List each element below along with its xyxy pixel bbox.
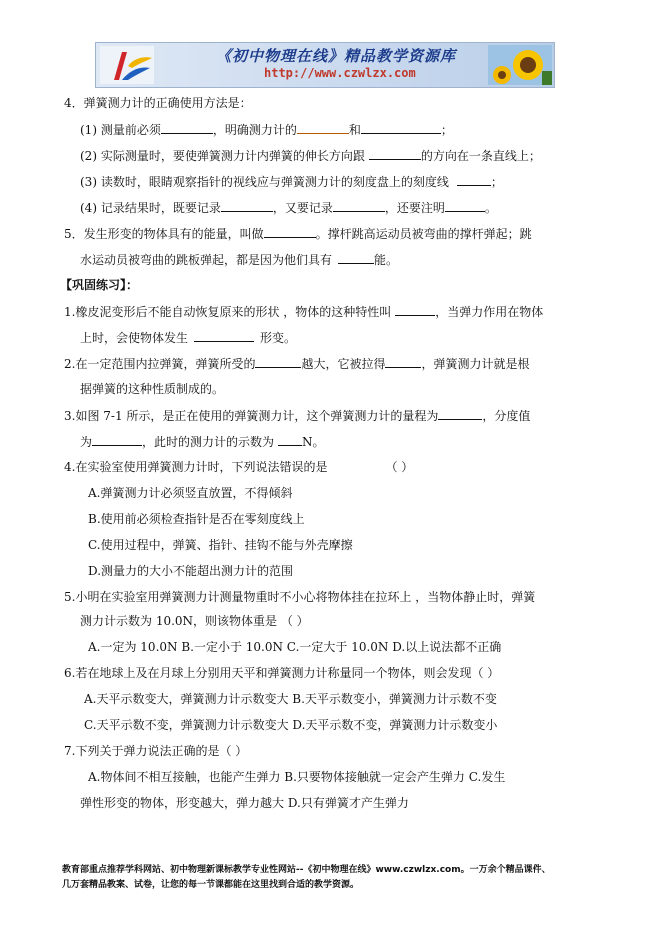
section-title: [60, 277, 138, 293]
q4-item-1-text-a: (1) 测量前必须: [80, 123, 161, 137]
header-banner: [95, 42, 555, 88]
answer-blank[interactable]: [445, 199, 485, 212]
p5-line-1: [64, 589, 535, 605]
p5-options-text: A.一定为 10.0N B.一定小于 10.0N C.一定大于 10.0N D.以上说法都不正确: [88, 640, 502, 654]
p4-stem-text: 4.在实验室使用弹簧测力计时，下列说法错误的是: [64, 460, 328, 474]
p4-option-c: [88, 537, 353, 553]
q4-heading-text: 4．弹簧测力计的正确使用方法是：: [64, 96, 252, 110]
q5-line-1-text-a: 5．发生形变的物体具有的能量，叫做: [64, 227, 264, 241]
p2-line-1-text-c: ，弹簧测力计就是根: [421, 357, 530, 371]
q4-item-1-text-b: ，明确测力计的: [212, 123, 297, 137]
answer-blank[interactable]: [92, 433, 142, 446]
p3-line-2: [80, 433, 325, 450]
answer-blank[interactable]: [361, 121, 441, 134]
p5-line-2-text: 测力计示数为 10.0N，则该物体重是 （ ）: [80, 614, 309, 628]
p2-line-1-text-b: 越大，它被拉得: [301, 357, 386, 371]
answer-blank[interactable]: [457, 173, 491, 186]
q4-item-1: [80, 121, 453, 138]
q5-line-2-text-a: 水运动员被弯曲的跳板弹起，都是因为他们具有: [80, 253, 333, 267]
q4-item-4: [80, 199, 497, 216]
answer-blank[interactable]: [264, 225, 316, 238]
q5-line-2: [80, 251, 398, 268]
answer-blank[interactable]: [385, 355, 421, 368]
p4-option-a-text: A.弹簧测力计必须竖直放置，不得倾斜: [88, 486, 293, 500]
banner-title: 《初中物理在线》精品教学资源库: [216, 47, 457, 65]
p3-line-2-text-b: ，此时的测力计的示数为: [142, 435, 275, 449]
answer-blank[interactable]: [333, 199, 385, 212]
p1-line-2: [80, 329, 296, 346]
footer-line-1-text: 教育部重点推荐学科网站、初中物理新课标教学专业性网站--《初中物理在线》www.czwlzx.com。一万余个精品课件、: [62, 865, 551, 875]
p1-line-2-text-a: 上时，会使物体发生: [80, 331, 189, 345]
p2-line-2: [80, 381, 224, 397]
p4-option-b: [88, 511, 305, 527]
p2-line-2-text: 据弹簧的这种性质制成的。: [80, 382, 225, 396]
answer-blank[interactable]: [161, 121, 213, 134]
q4-item-3-text-b: ；: [490, 175, 503, 189]
q5-line-1: [64, 225, 532, 242]
footer-line-1: [62, 862, 551, 875]
p2-line-1-text-a: 2.在一定范围内拉弹簧，弹簧所受的: [64, 357, 256, 371]
p7-stem: [64, 743, 247, 759]
answer-blank[interactable]: [395, 303, 435, 316]
answer-blank[interactable]: [194, 329, 254, 342]
section-title-text: 【巩固练习】：: [60, 278, 139, 292]
p3-line-2-text-c: N。: [302, 435, 325, 449]
p4-option-c-text: C.使用过程中，弹簧、指针、挂钩不能与外壳摩擦: [88, 538, 353, 552]
q4-item-2-text-a: (2) 实际测量时，要使弹簧测力计内弹簧的伸长方向跟: [80, 149, 365, 163]
p1-line-1-text-b: ，当弹力作用在物体: [435, 305, 544, 319]
answer-blank[interactable]: [221, 199, 273, 212]
p5-line-1-text: 5.小明在实验室用弹簧测力计测量物重时不小心将物体挂在拉环上 ，当物体静止时，弹簧: [64, 590, 536, 604]
p6-options-ab: [84, 691, 497, 707]
answer-blank[interactable]: [369, 147, 421, 160]
footer-line-2: [62, 877, 359, 890]
p1-line-1-text-a: 1.橡皮泥变形后不能自动恢复原来的形状 ，物体的这种特性叫: [64, 305, 392, 319]
p4-stem: [64, 459, 413, 475]
answer-blank[interactable]: [297, 121, 349, 134]
p4-answer-paren[interactable]: （ ）: [385, 460, 414, 474]
p6-stem-text: 6.若在地球上及在月球上分别用天平和弹簧测力计称量同一个物体，则会发现（ ）: [64, 666, 500, 680]
answer-blank[interactable]: [438, 407, 482, 420]
q4-item-2-text-b: 的方向在一条直线上；: [420, 149, 541, 163]
q4-item-1-text-c: 和: [348, 123, 361, 137]
q4-item-2: [80, 147, 541, 164]
p3-line-1: [64, 407, 530, 424]
p6-stem: [64, 665, 499, 681]
answer-blank[interactable]: [278, 433, 302, 446]
q4-item-4-text-b: ，又要记录: [272, 201, 333, 215]
p3-line-1-text-b: ，分度值: [482, 409, 531, 423]
p7-options-line-1-text: A.物体间不相互接触，也能产生弹力 B.只要物体接触就一定会产生弹力 C.发生: [88, 770, 506, 784]
p7-stem-text: 7.下列关于弹力说法正确的是（ ）: [64, 744, 248, 758]
p7-options-line-1: [88, 769, 505, 785]
p7-options-line-2: [80, 795, 409, 811]
p3-line-2-text-a: 为: [80, 435, 93, 449]
q4-item-4-text-d: 。: [484, 201, 497, 215]
q4-heading: [64, 95, 252, 111]
p4-option-a: [88, 485, 292, 501]
site-logo-icon: [100, 46, 154, 84]
p4-option-d: [88, 563, 293, 579]
q4-item-1-text-d: ；: [440, 123, 453, 137]
q4-item-3: [80, 173, 503, 190]
q4-item-3-text-a: (3) 读数时，眼睛观察指针的视线应与弹簧测力计的刻度盘上的刻度线: [80, 175, 449, 189]
answer-blank[interactable]: [255, 355, 301, 368]
q5-line-2-text-b: 能。: [374, 253, 399, 267]
p2-line-1: [64, 355, 529, 372]
sunflower-icon: [488, 45, 552, 85]
p5-line-2: [80, 613, 309, 629]
p4-option-b-text: B.使用前必须检查指针是否在零刻度线上: [88, 512, 305, 526]
p5-options: [88, 639, 501, 655]
p6-options-cd: [84, 717, 497, 733]
q4-item-4-text-c: ，还要注明: [384, 201, 445, 215]
p6-options-ab-text: A.天平示数变大，弹簧测力计示数变大 B.天平示数变小，弹簧测力计示数不变: [84, 692, 497, 706]
p6-options-cd-text: C.天平示数不变，弹簧测力计示数变大 D.天平示数不变，弹簧测力计示数变小: [84, 718, 498, 732]
q4-item-4-text-a: (4) 记录结果时，既要记录: [80, 201, 221, 215]
p4-option-d-text: D.测量力的大小不能超出测力计的范围: [88, 564, 294, 578]
banner-url[interactable]: http://www.czwlzx.com: [264, 66, 416, 80]
p7-options-line-2-text: 弹性形变的物体，形变越大，弹力越大 D.只有弹簧才产生弹力: [80, 796, 409, 810]
answer-blank[interactable]: [338, 251, 374, 264]
footer-line-2-text: 几万套精品教案、试卷，让您的每一节课都能在这里找到合适的教学资源。: [62, 880, 360, 890]
p3-line-1-text-a: 3.如图 7-1 所示，是正在使用的弹簧测力计，这个弹簧测力计的量程为: [64, 409, 439, 423]
p1-line-2-text-b: 形变。: [260, 331, 297, 345]
p1-line-1: [64, 303, 543, 320]
q5-line-1-text-b: 。撑杆跳高运动员被弯曲的撑杆弹起；跳: [315, 227, 532, 241]
